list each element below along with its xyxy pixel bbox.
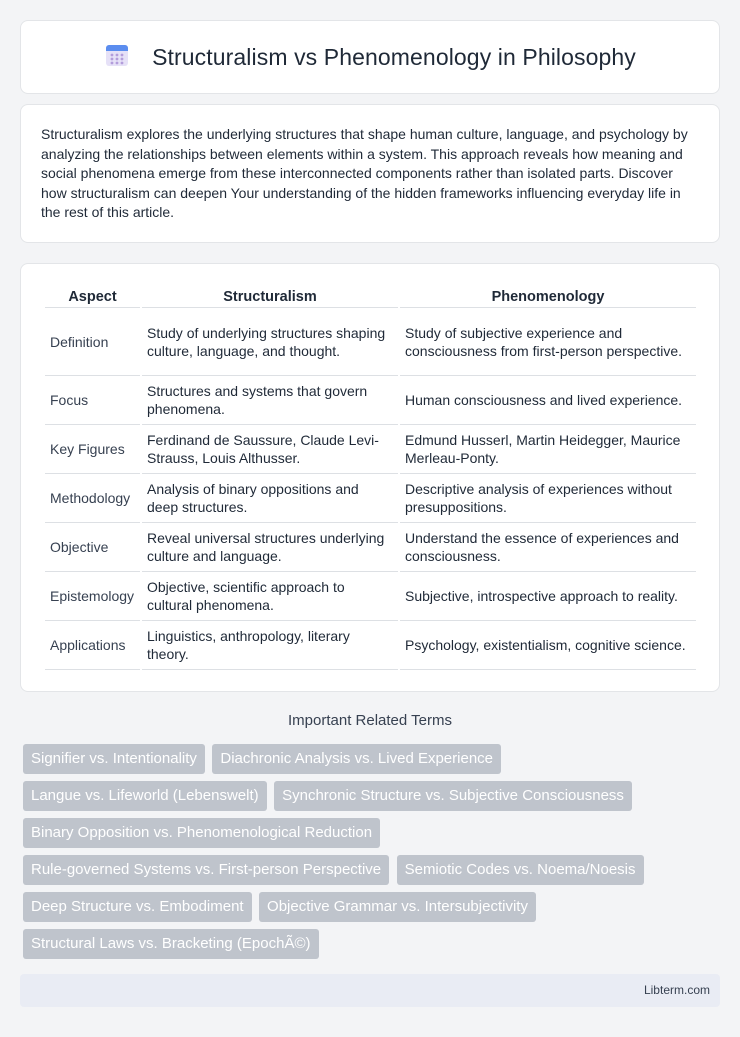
structuralism-cell: Linguistics, anthropology, literary theory. bbox=[142, 621, 398, 670]
phenomenology-cell: Descriptive analysis of experiences without presuppositions. bbox=[400, 474, 696, 523]
term-tag[interactable]: Langue vs. Lifeworld (Lebenswelt) bbox=[23, 781, 267, 811]
calendar-grid-icon bbox=[104, 42, 130, 68]
aspect-cell: Epistemology bbox=[45, 572, 140, 621]
structuralism-cell: Ferdinand de Saussure, Claude Levi-Strauss, Louis Althusser. bbox=[142, 425, 398, 474]
intro-card bbox=[20, 104, 720, 243]
phenomenology-cell: Human consciousness and lived experience. bbox=[400, 376, 696, 425]
footer-site-link[interactable]: Libterm.com bbox=[643, 983, 710, 997]
phenomenology-cell: Edmund Husserl, Martin Heidegger, Maurice Merleau-Ponty. bbox=[400, 425, 696, 474]
header-card bbox=[20, 20, 720, 94]
table-row bbox=[45, 376, 696, 425]
table-row bbox=[45, 425, 696, 474]
term-tag[interactable]: Diachronic Analysis vs. Lived Experience bbox=[212, 744, 501, 774]
header-phenomenology: Phenomenology bbox=[400, 284, 696, 308]
phenomenology-cell: Study of subjective experience and consciousness from first-person perspective. bbox=[400, 308, 696, 376]
related-terms-list bbox=[23, 744, 713, 966]
intro-paragraph: Structuralism explores the underlying structures that shape human culture, language, and psychology by analyzing the relationships between elements within a system. This approach reveals how meaning and social phenomena emerge from these interconnected components rather than isolated parts. Discover how structuralism can deepen Your understanding of the hidden frameworks influencing everyday life in the rest of this article. bbox=[41, 126, 688, 221]
term-tag[interactable]: Signifier vs. Intentionality bbox=[23, 744, 205, 774]
term-tag[interactable]: Synchronic Structure vs. Subjective Consciousness bbox=[274, 781, 632, 811]
table-header-row bbox=[45, 284, 696, 308]
phenomenology-cell: Understand the essence of experiences and consciousness. bbox=[400, 523, 696, 572]
aspect-cell: Focus bbox=[45, 376, 140, 425]
table-row bbox=[45, 523, 696, 572]
structuralism-cell: Objective, scientific approach to cultural phenomena. bbox=[142, 572, 398, 621]
aspect-cell: Methodology bbox=[45, 474, 140, 523]
related-terms-title: Important Related Terms bbox=[288, 712, 452, 729]
table-row bbox=[45, 308, 696, 376]
table-row bbox=[45, 621, 696, 670]
term-tag[interactable]: Rule-governed Systems vs. First-person Perspective bbox=[23, 855, 389, 885]
aspect-cell: Key Figures bbox=[45, 425, 140, 474]
aspect-cell: Objective bbox=[45, 523, 140, 572]
structuralism-cell: Study of underlying structures shaping culture, language, and thought. bbox=[142, 308, 398, 376]
phenomenology-cell: Psychology, existentialism, cognitive science. bbox=[400, 621, 696, 670]
structuralism-cell: Analysis of binary oppositions and deep structures. bbox=[142, 474, 398, 523]
term-tag[interactable]: Semiotic Codes vs. Noema/Noesis bbox=[397, 855, 644, 885]
table-row bbox=[45, 572, 696, 621]
aspect-cell: Definition bbox=[45, 308, 140, 376]
footer bbox=[20, 974, 720, 1007]
term-tag[interactable]: Binary Opposition vs. Phenomenological Reduction bbox=[23, 818, 380, 848]
header-aspect: Aspect bbox=[45, 284, 140, 308]
aspect-cell: Applications bbox=[45, 621, 140, 670]
header-structuralism: Structuralism bbox=[142, 284, 398, 308]
comparison-table bbox=[43, 284, 698, 670]
term-tag[interactable]: Deep Structure vs. Embodiment bbox=[23, 892, 252, 922]
page-title: Structuralism vs Phenomenology in Philosophy bbox=[152, 43, 636, 70]
structuralism-cell: Structures and systems that govern phenomena. bbox=[142, 376, 398, 425]
table-row bbox=[45, 474, 696, 523]
term-tag[interactable]: Structural Laws vs. Bracketing (EpochÃ©) bbox=[23, 929, 319, 959]
structuralism-cell: Reveal universal structures underlying culture and language. bbox=[142, 523, 398, 572]
comparison-card bbox=[20, 263, 720, 692]
term-tag[interactable]: Objective Grammar vs. Intersubjectivity bbox=[259, 892, 536, 922]
phenomenology-cell: Subjective, introspective approach to reality. bbox=[400, 572, 696, 621]
